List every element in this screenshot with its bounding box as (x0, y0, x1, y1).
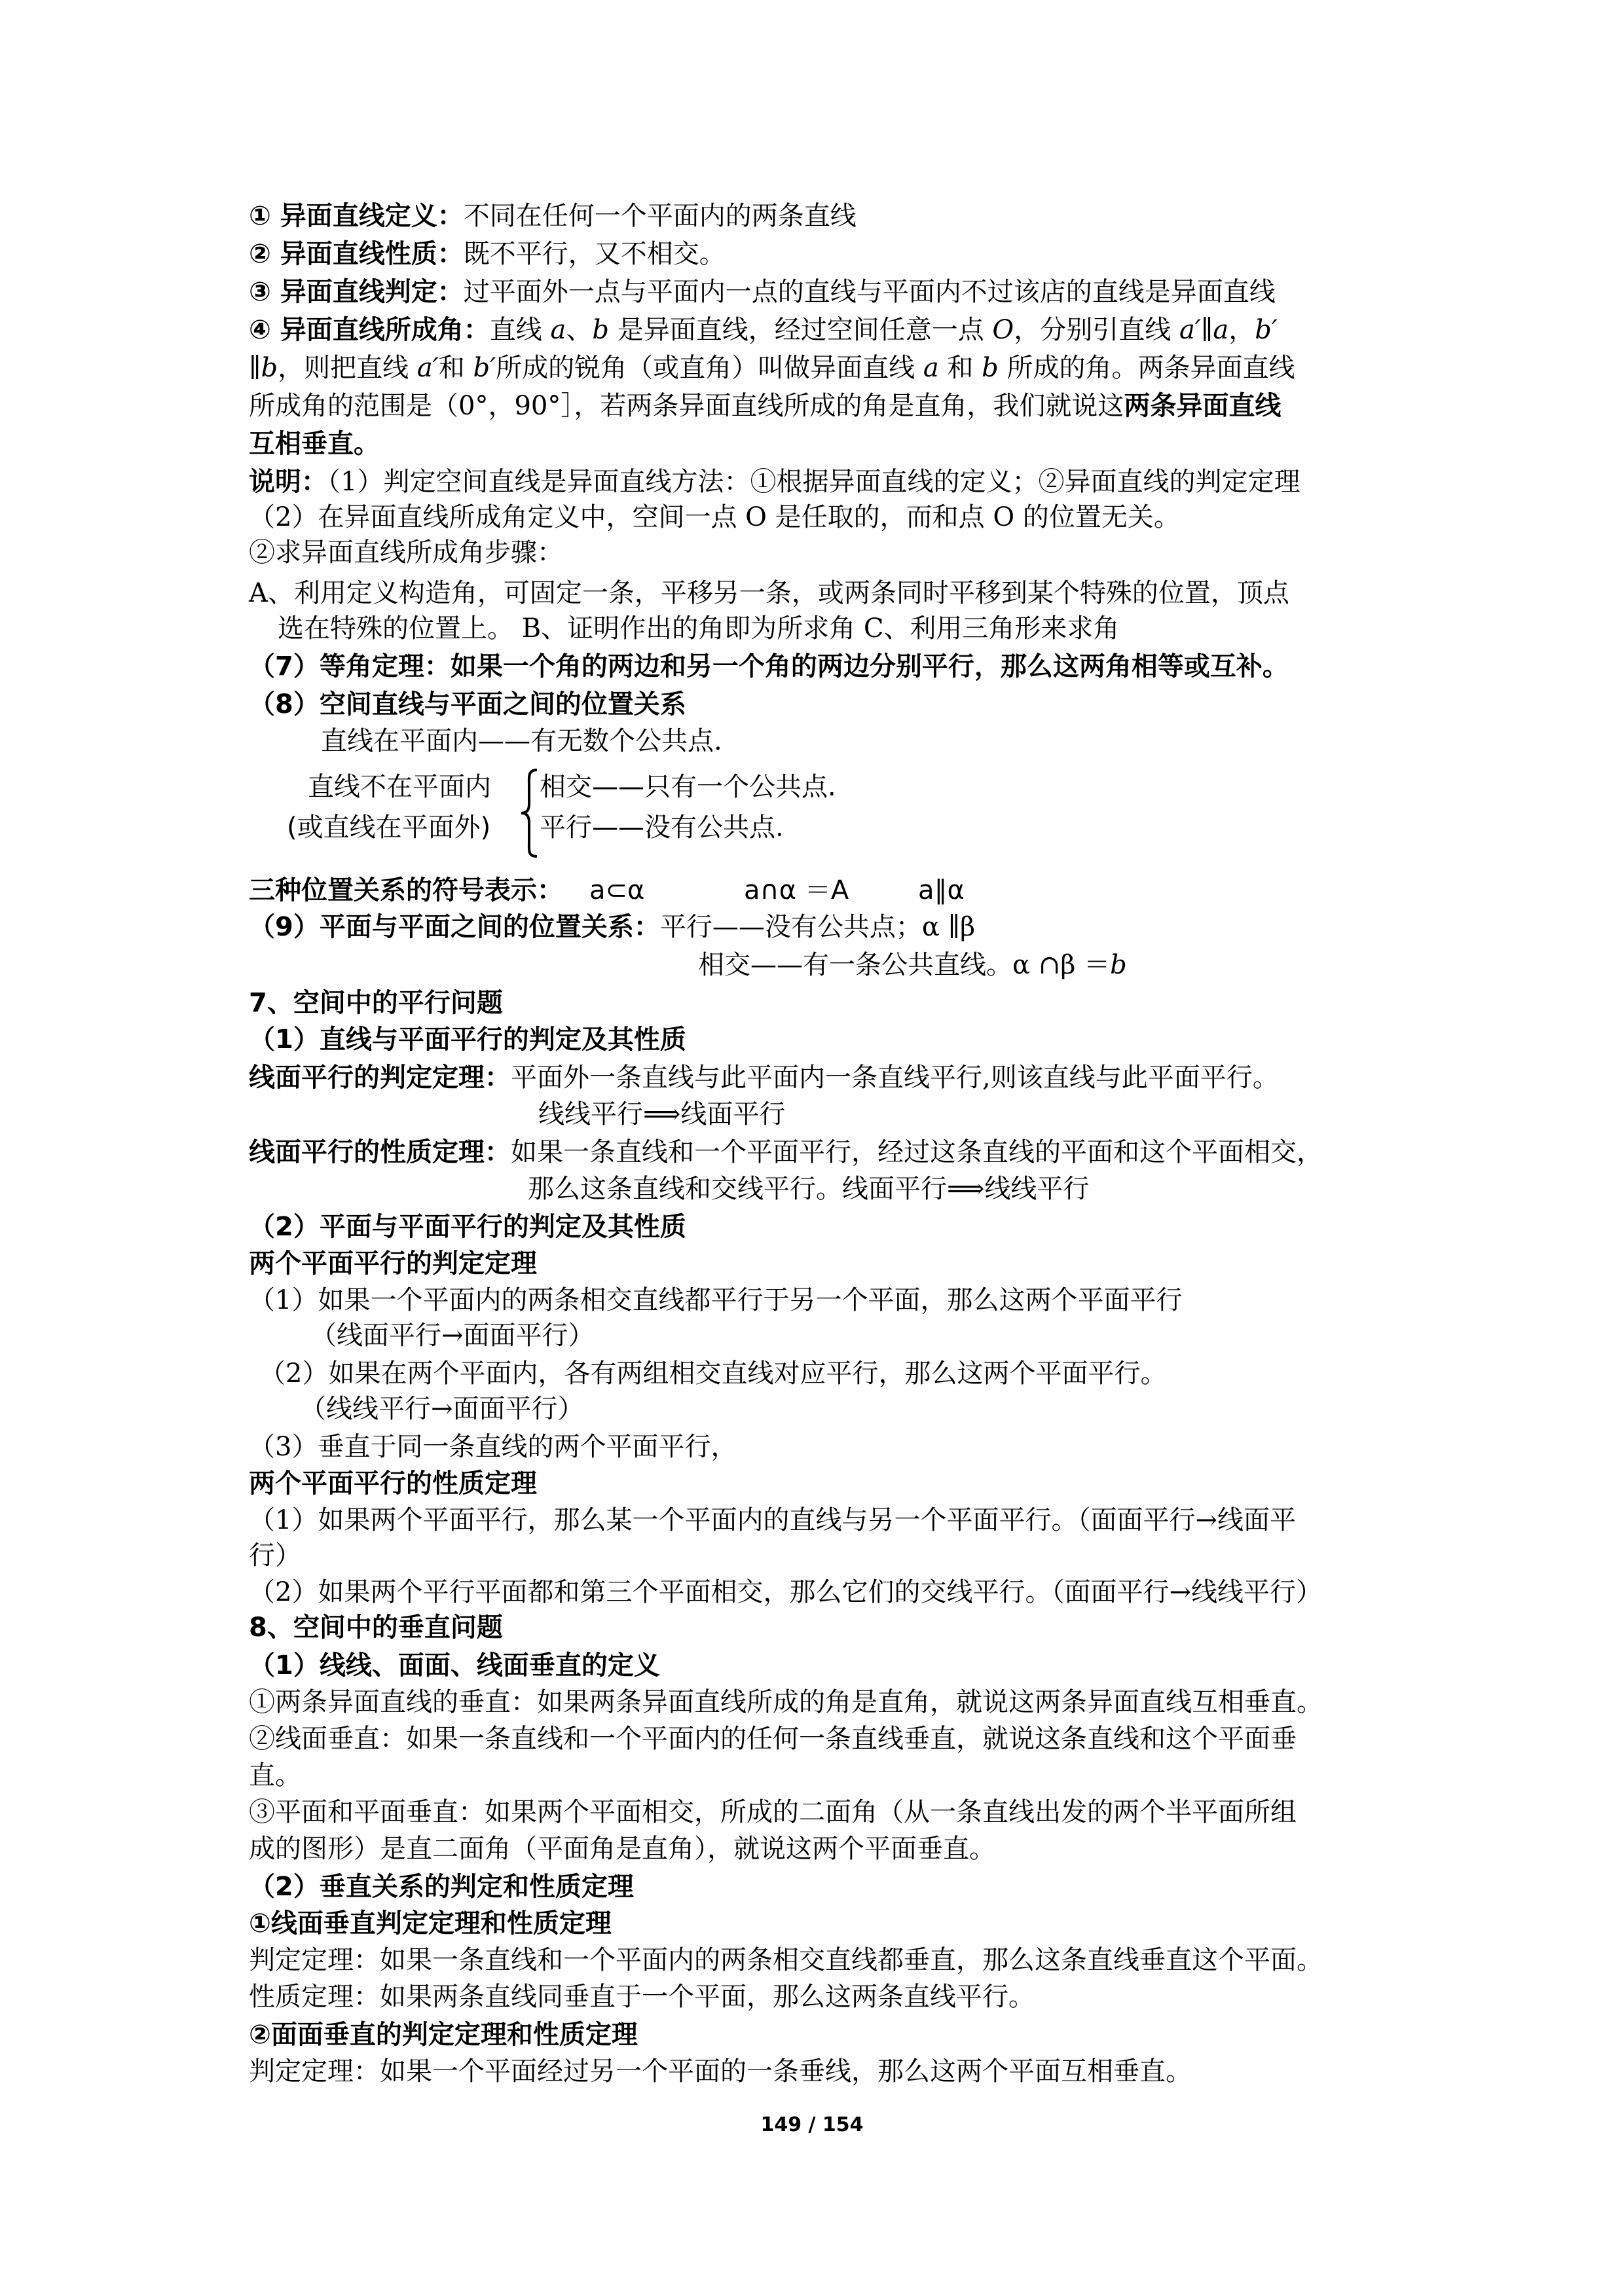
section-8-1-title: （1）线线、面面、线面垂直的定义 (249, 1650, 660, 1681)
note-5: 选在特殊的位置上。 B、证明作出的角即为所求角 C、利用三角形来求角 (278, 613, 1120, 644)
plane-plane-relation: （9）平面与平面之间的位置关系：平行——没有公共点；α ∥β (249, 912, 976, 942)
position-brace-block (288, 765, 877, 863)
brace-left-2: (或直线在平面外) (287, 812, 491, 843)
perp-def-3-cont: 成的图形）是直二面角（平面角是直角），就说这两个平面垂直。 (249, 1834, 995, 1864)
plane-plane-intersect: 相交——有一条公共直线。α ∩β ＝b (698, 950, 1127, 980)
symbol-notation: 三种位置关系的符号表示： a⊂α a∩α ＝A a∥α (249, 875, 965, 905)
page-number: 149 / 154 (760, 2113, 864, 2136)
plane-property-1: （1）如果两个平面平行，那么某一个平面内的直线与另一个平面平行。（面面平行→线面平 (249, 1505, 1296, 1535)
prop-skew-lines: ② 异面直线性质：既不平行，又不相交。 (249, 239, 726, 269)
plane-criterion-2: （2）如果在两个平面内，各有两组相交直线对应平行，那么这两个平面平行。 (259, 1358, 1167, 1389)
line-plane-parallel-property: 线面平行的性质定理：如果一条直线和一个平面平行，经过这条直线的平面和这个平面相交， (249, 1137, 1323, 1167)
angle-skew-lines-4: 互相垂直。 (249, 429, 380, 459)
line-plane-perp-property: 性质定理：如果两条直线同垂直于一个平面，那么这两条直线平行。 (249, 1982, 1035, 2012)
section-8-title: 8、空间中的垂直问题 (249, 1613, 503, 1643)
plane-criterion-3: （3）垂直于同一条直线的两个平面平行， (249, 1432, 737, 1462)
equal-angle-theorem: （7）等角定理：如果一个角的两边和另一个角的两边分别平行，那么这两角相等或互补。 (249, 651, 1289, 682)
perp-def-1: ①两条异面直线的垂直：如果两条异面直线所成的角是直角，就说这两条异面直线互相垂直。 (249, 1687, 1323, 1717)
perp-def-2-cont: 直。 (249, 1760, 301, 1791)
section-7-2-title: （2）平面与平面平行的判定及其性质 (249, 1212, 686, 1242)
angle-skew-lines-3: 所成角的范围是（0°，90°］，若两条异面直线所成的角是直角，我们就说这两条异面直线 (249, 391, 1282, 421)
plane-parallel-criterion-title: 两个平面平行的判定定理 (249, 1248, 537, 1279)
note-1: 说明：（1）判定空间直线是异面直线方法：①根据异面直线的定义；②异面直线的判定定理 (249, 467, 1301, 497)
angle-skew-lines-2: ∥b，则把直线 a′和 b′所成的锐角（或直角）叫做异面直线 a 和 b 所成的角。两条异面直线 (249, 353, 1295, 383)
plane-plane-perp-title: ②面面垂直的判定定理和性质定理 (249, 2020, 638, 2050)
line-in-plane: 直线在平面内——有无数个公共点. (321, 726, 722, 756)
plane-criterion-1: （1）如果一个平面内的两条相交直线都平行于另一个平面，那么这两个平面平行 (249, 1285, 1183, 1315)
section-8-2-title: （2）垂直关系的判定和性质定理 (249, 1872, 634, 1902)
plane-parallel-property-title: 两个平面平行的性质定理 (249, 1468, 537, 1499)
section-7-1-title: （1）直线与平面平行的判定及其性质 (249, 1025, 686, 1055)
note-3: ②求异面直线所成角步骤： (249, 538, 563, 568)
plane-property-1-cont: 行） (249, 1540, 301, 1571)
criterion-summary: 线线平行⟹线面平行 (538, 1099, 786, 1129)
line-plane-perp-criterion: 判定定理：如果一条直线和一个平面内的两条相交直线都垂直，那么这条直线垂直这个平面。 (249, 1945, 1323, 1975)
brace-left-1: 直线不在平面内 (308, 772, 491, 802)
plane-criterion-2-note: （线线平行→面面平行） (300, 1394, 584, 1424)
brace-right-1: 相交——只有一个公共点. (540, 772, 836, 802)
judge-skew-lines: ③ 异面直线判定：过平面外一点与平面内一点的直线与平面内不过该店的直线是异面直线 (249, 277, 1276, 307)
def-skew-lines: ① 异面直线定义：不同在任何一个平面内的两条直线 (249, 201, 857, 231)
plane-plane-perp-criterion: 判定定理：如果一个平面经过另一个平面的一条垂线，那么这两个平面互相垂直。 (249, 2056, 1192, 2086)
note-2: （2）在异面直线所成角定义中，空间一点 O 是任取的，而和点 O 的位置无关。 (249, 502, 1180, 532)
brace-right-2: 平行——没有公共点. (540, 812, 784, 843)
perp-def-3: ③平面和平面垂直：如果两个平面相交，所成的二面角（从一条直线出发的两个半平面所组 (249, 1797, 1297, 1827)
line-plane-heading: （8）空间直线与平面之间的位置关系 (249, 689, 686, 720)
note-4: A、利用定义构造角，可固定一条，平移另一条，或两条同时平移到某个特殊的位置，顶点 (249, 578, 1289, 608)
angle-skew-lines-1: ④ 异面直线所成角：直线 a、b 是异面直线，经过空间任意一点 O，分别引直线 a′∥a，b′ (249, 315, 1278, 345)
line-plane-perp-title: ①线面垂直判定定理和性质定理 (249, 1908, 612, 1939)
plane-property-2: （2）如果两个平行平面都和第三个平面相交，那么它们的交线平行。（面面平行→线线平行） (249, 1577, 1322, 1607)
line-plane-parallel-criterion: 线面平行的判定定理：平面外一条直线与此平面内一条直线平行,则该直线与此平面平行。 (249, 1063, 1279, 1093)
curly-brace-icon (519, 767, 541, 859)
perp-def-2: ②线面垂直：如果一条直线和一个平面内的任何一条直线垂直，就说这条直线和这个平面垂 (249, 1724, 1297, 1754)
property-summary: 那么这条直线和交线平行。线面平行⟹线线平行 (528, 1174, 1090, 1204)
plane-criterion-1-note: （线面平行→面面平行） (310, 1321, 595, 1351)
section-7-title: 7、空间中的平行问题 (249, 988, 503, 1018)
